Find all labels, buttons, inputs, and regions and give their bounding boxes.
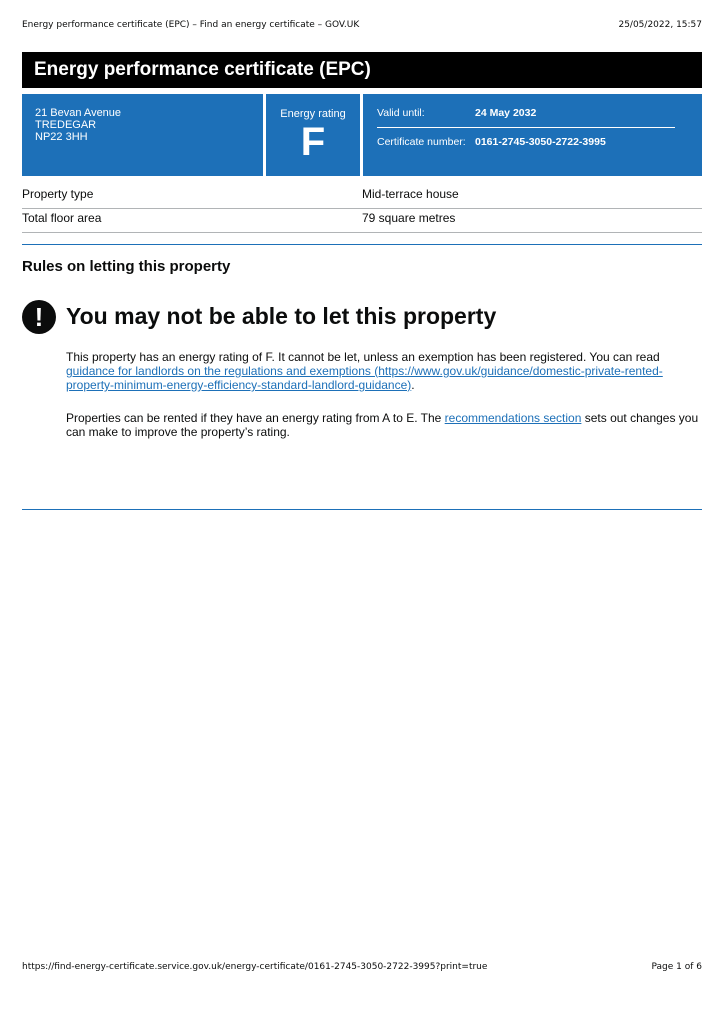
print-header [22, 20, 702, 30]
valid-until-value: 24 May 2032 [475, 107, 537, 119]
energy-rating-box [266, 94, 360, 176]
certificate-number-value: 0161-2745-3050-2722-3995 [475, 136, 606, 148]
print-footer [22, 962, 702, 972]
energy-rating-label: Energy rating [280, 108, 346, 120]
property-row [22, 186, 702, 209]
section-divider [22, 509, 702, 510]
rental-paragraph-text: Properties can be rented if they have an energy rating from A to E. The [66, 411, 445, 425]
warning-heading: You may not be able to let this property [66, 303, 497, 329]
valid-until-label: Valid until: [377, 107, 425, 119]
warning-icon: ! [22, 300, 56, 334]
certificate-number-label: Certificate number: [377, 136, 466, 148]
letting-paragraph-text: This property has an energy rating of F. It cannot be let, unless an exemption has been registered. You can read [66, 350, 660, 364]
energy-rating-letter: F [300, 120, 326, 164]
rental-paragraph [66, 411, 700, 439]
address-line2: TREDEGAR [35, 119, 97, 131]
print-header-datetime: 25/05/2022, 15:57 [618, 20, 702, 30]
property-row [22, 210, 702, 233]
certificate-box [363, 94, 702, 176]
rental-paragraph-end: sets out changes you can make to improve the property’s rating. [66, 411, 699, 439]
letting-paragraph [66, 350, 700, 392]
recommendations-link[interactable]: recommendations section [444, 411, 582, 425]
print-footer-url: https://find-energy-certificate.service.gov.uk/energy-certificate/0161-2745-3050-2722-3995?print=true [22, 962, 488, 972]
address-line3: NP22 3HH [35, 131, 88, 143]
letting-paragraph-end: . [411, 378, 415, 392]
certificate-divider [377, 127, 675, 128]
summary-panel [22, 94, 702, 176]
property-type-value: Mid-terrace house [362, 187, 459, 201]
address-line1: 21 Bevan Avenue [35, 107, 122, 119]
landlord-guidance-link[interactable]: guidance for landlords on the regulations and exemptions (https://www.gov.uk/guidance/domestic-private-rented-property-minimum-energy-efficiency-standard-landlord-guidance) [66, 364, 663, 392]
page-title: Energy performance certificate (EPC) [22, 52, 702, 88]
print-footer-page: Page 1 of 6 [651, 962, 702, 972]
print-header-title: Energy performance certificate (EPC) – Find an energy certificate – GOV.UK [22, 20, 360, 30]
property-type-label: Property type [22, 187, 94, 201]
section-divider [22, 244, 702, 245]
floor-area-label: Total floor area [22, 211, 102, 225]
floor-area-value: 79 square metres [362, 211, 456, 225]
property-details [22, 186, 702, 234]
rules-heading: Rules on letting this property [22, 258, 231, 275]
address-box [22, 94, 263, 176]
